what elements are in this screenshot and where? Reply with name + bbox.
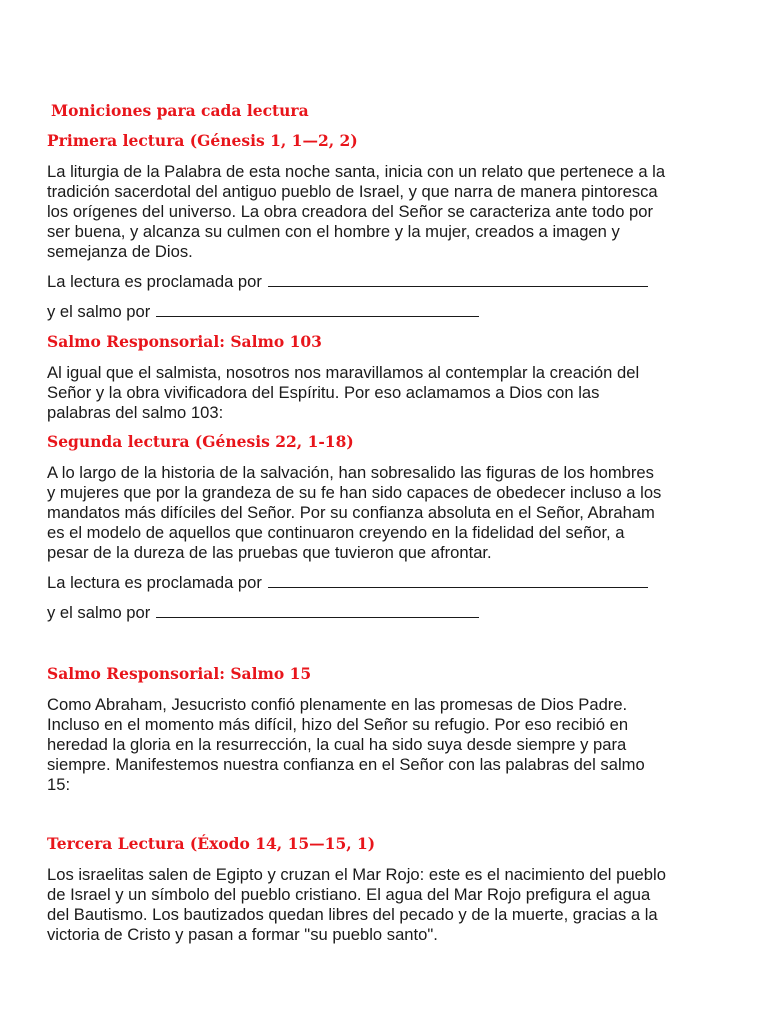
first-reading-proclaimed-by-line bbox=[47, 272, 648, 292]
document-title: Moniciones para cada lectura bbox=[51, 101, 309, 120]
second-reading-heading: Segunda lectura (Génesis 22, 1-18) bbox=[47, 432, 354, 451]
proclaimed-by-label: La lectura es proclamada por bbox=[47, 573, 262, 592]
paragraph-line: A lo largo de la historia de la salvación, han sobresalido las figuras de los hombres bbox=[47, 463, 654, 482]
paragraph-line: es el modelo de aquellos que continuaron creyendo en la fidelidad del señor, a bbox=[47, 523, 625, 542]
second-reading-proclaimed-by-line bbox=[47, 573, 648, 593]
paragraph-line: 15: bbox=[47, 775, 71, 794]
reader-name-blank[interactable] bbox=[268, 272, 648, 287]
paragraph-line: del Bautismo. Los bautizados quedan libres del pecado y de la muerte, gracias a la bbox=[47, 905, 658, 924]
reader-name-blank[interactable] bbox=[268, 573, 648, 588]
paragraph-line: tradición sacerdotal del antiguo pueblo de Israel, y que narra de manera pintoresca bbox=[47, 182, 658, 201]
psalm-15-paragraph bbox=[47, 695, 737, 795]
paragraph-line: palabras del salmo 103: bbox=[47, 403, 224, 422]
first-reading-paragraph bbox=[47, 162, 737, 262]
paragraph-line: victoria de Cristo y pasan a formar "su pueblo santo". bbox=[47, 925, 438, 944]
second-reading-paragraph bbox=[47, 463, 737, 563]
paragraph-line: heredad la gloria en la resurrección, la cual ha sido suya desde siempre y para bbox=[47, 735, 627, 754]
second-reading-psalm-by-line bbox=[47, 603, 479, 623]
paragraph-line: Como Abraham, Jesucristo confió plenamente en las promesas de Dios Padre. bbox=[47, 695, 628, 714]
third-reading-heading: Tercera Lectura (Éxodo 14, 15—15, 1) bbox=[47, 834, 376, 853]
paragraph-line: Los israelitas salen de Egipto y cruzan el Mar Rojo: este es el nacimiento del pueblo bbox=[47, 865, 666, 884]
psalmist-name-blank[interactable] bbox=[156, 603, 479, 618]
third-reading-paragraph bbox=[47, 865, 737, 945]
paragraph-line: pesar de la dureza de las pruebas que tuvieron que afrontar. bbox=[47, 543, 492, 562]
paragraph-line: siempre. Manifestemos nuestra confianza en el Señor con las palabras del salmo bbox=[47, 755, 645, 774]
paragraph-line: los orígenes del universo. La obra creadora del Señor se caracteriza ante todo por bbox=[47, 202, 654, 221]
first-reading-psalm-by-line bbox=[47, 302, 479, 322]
paragraph-line: Al igual que el salmista, nosotros nos maravillamos al contemplar la creación del bbox=[47, 363, 640, 382]
psalm-by-label: y el salmo por bbox=[47, 302, 151, 321]
psalmist-name-blank[interactable] bbox=[156, 302, 479, 317]
paragraph-line: de Israel y un símbolo del pueblo cristiano. El agua del Mar Rojo prefigura el agua bbox=[47, 885, 651, 904]
psalm-103-paragraph bbox=[47, 363, 737, 423]
paragraph-line: y mujeres que por la grandeza de su fe han sido capaces de obedecer incluso a los bbox=[47, 483, 662, 502]
paragraph-line: semejanza de Dios. bbox=[47, 242, 193, 261]
proclaimed-by-label: La lectura es proclamada por bbox=[47, 272, 262, 291]
psalm-15-heading: Salmo Responsorial: Salmo 15 bbox=[47, 664, 312, 683]
paragraph-line: ser buena, y alcanza su culmen con el hombre y la mujer, creados a imagen y bbox=[47, 222, 620, 241]
first-reading-heading: Primera lectura (Génesis 1, 1—2, 2) bbox=[47, 131, 358, 150]
psalm-103-heading: Salmo Responsorial: Salmo 103 bbox=[47, 332, 322, 351]
paragraph-line: La liturgia de la Palabra de esta noche santa, inicia con un relato que pertenece a la bbox=[47, 162, 666, 181]
paragraph-line: Señor y la obra vivificadora del Espíritu. Por eso aclamamos a Dios con las bbox=[47, 383, 600, 402]
paragraph-line: Incluso en el momento más difícil, hizo del Señor su refugio. Por eso recibió en bbox=[47, 715, 629, 734]
paragraph-line: mandatos más difíciles del Señor. Por su confianza absoluta en el Señor, Abraham bbox=[47, 503, 655, 522]
psalm-by-label: y el salmo por bbox=[47, 603, 151, 622]
